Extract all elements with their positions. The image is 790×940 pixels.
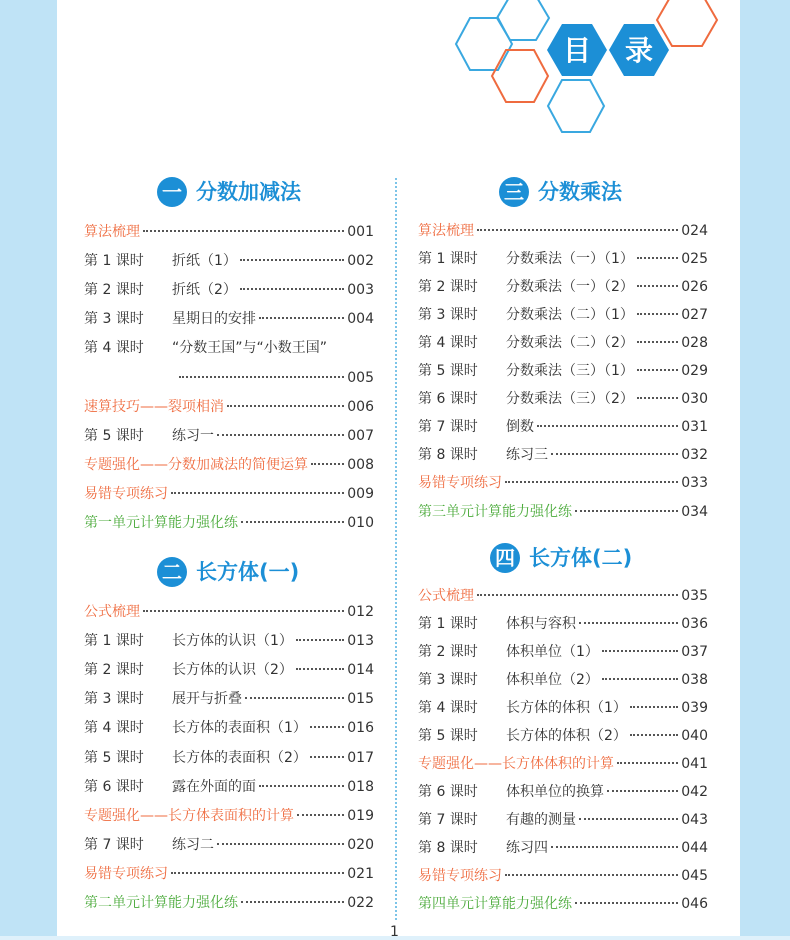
lesson-label: 第 6 课时 (418, 391, 478, 408)
entry-title: 易错专项练习 (84, 865, 168, 882)
entry-title: 体积单位（2） (506, 672, 599, 688)
entry-title: “分数王国”与“小数王国” (172, 340, 328, 357)
toc-entry[interactable] (84, 892, 374, 914)
entry-page-number: 045 (681, 868, 708, 884)
entry-page-number: 001 (347, 224, 374, 240)
toc-entry[interactable] (84, 337, 374, 359)
entry-title: 折纸（2） (172, 282, 237, 299)
entry-page-number: 046 (681, 896, 708, 912)
entry-title: 倒数 (506, 419, 534, 436)
leader-dots (143, 600, 344, 612)
toc-entry[interactable] (418, 304, 708, 326)
entry-title: 第四单元计算能力强化练 (418, 896, 572, 912)
leader-dots (537, 415, 678, 427)
leader-dots (245, 687, 344, 699)
toc-entry[interactable] (84, 659, 374, 681)
lesson-label: 第 5 课时 (418, 363, 478, 380)
entry-page-number: 013 (347, 633, 374, 650)
entry-page-number: 009 (347, 485, 374, 502)
entry-title: 练习三 (506, 447, 548, 464)
unit-title: 长方体(二) (529, 546, 633, 570)
leader-dots (240, 278, 344, 290)
entry-page-number: 015 (347, 691, 374, 708)
entry-title: 速算技巧——裂项相消 (84, 398, 224, 415)
entry-page-number: 017 (347, 749, 374, 766)
toc-entry[interactable] (84, 483, 374, 505)
entry-title: 折纸（1） (172, 253, 237, 270)
leader-dots (296, 629, 344, 641)
unit-title: 长方体(一) (196, 560, 300, 584)
hexagon-outline (456, 18, 512, 70)
leader-dots (310, 746, 344, 758)
entry-title: 长方体的认识（1） (172, 633, 293, 650)
toc-entry[interactable] (418, 248, 708, 270)
entry-title: 第一单元计算能力强化练 (84, 515, 238, 531)
toc-entry[interactable] (418, 332, 708, 354)
toc-entry[interactable] (418, 501, 708, 523)
leader-dots (551, 836, 678, 848)
leader-dots (579, 808, 678, 820)
lesson-label: 第 8 课时 (418, 447, 478, 464)
leader-dots (217, 833, 344, 845)
toc-entry[interactable] (84, 512, 374, 534)
unit-number-badge: 一 (157, 177, 187, 207)
entry-page-number: 028 (681, 335, 708, 352)
lesson-label: 第 5 课时 (418, 728, 478, 744)
entry-page-number: 038 (681, 672, 708, 688)
entry-page-number: 031 (681, 419, 708, 436)
toc-entry[interactable] (418, 585, 708, 607)
toc-entry[interactable] (418, 416, 708, 438)
entry-page-number: 026 (681, 279, 708, 296)
entry-page-number: 040 (681, 728, 708, 744)
toc-entry[interactable] (418, 220, 708, 242)
lesson-label: 第 1 课时 (418, 251, 478, 268)
lesson-label: 第 7 课时 (84, 836, 144, 853)
toc-entry[interactable] (418, 725, 708, 747)
toc-entry[interactable] (84, 279, 374, 301)
entry-page-number: 020 (347, 836, 374, 853)
leader-dots (637, 387, 678, 399)
entry-page-number: 041 (681, 756, 708, 772)
leader-dots (630, 696, 678, 708)
leader-dots (617, 752, 678, 764)
leader-dots (240, 249, 344, 261)
leader-dots (179, 366, 344, 378)
entry-title: 专题强化——长方体表面积的计算 (84, 807, 294, 824)
column-divider (395, 178, 397, 920)
entry-page-number: 024 (681, 223, 708, 239)
entry-title: 长方体的表面积（2） (172, 749, 307, 766)
leader-dots (217, 424, 344, 436)
toc-entry[interactable] (418, 837, 708, 859)
entry-title: 第二单元计算能力强化练 (84, 895, 238, 911)
toc-entry[interactable] (84, 805, 374, 827)
entry-title: 练习四 (506, 840, 548, 856)
entry-title: 算法梳理 (84, 224, 140, 240)
lesson-label: 第 3 课时 (418, 307, 478, 324)
leader-dots (259, 775, 344, 787)
toc-entry[interactable] (84, 863, 374, 885)
toc-entry[interactable] (84, 367, 374, 389)
entry-page-number: 002 (347, 253, 374, 270)
entry-title: 体积单位（1） (506, 644, 599, 660)
entry-title: 体积与容积 (506, 616, 576, 632)
leader-dots (505, 864, 678, 876)
toc-entry[interactable] (84, 747, 374, 769)
lesson-label: 第 5 课时 (84, 427, 144, 444)
entry-title: 分数乘法（三）（2） (506, 391, 634, 408)
lesson-label: 第 4 课时 (84, 340, 144, 357)
leader-dots (630, 724, 678, 736)
entry-page-number: 018 (347, 778, 374, 795)
entry-title: 分数乘法（二）（1） (506, 307, 634, 324)
leader-dots (579, 612, 678, 624)
entry-title: 长方体的体积（1） (506, 700, 627, 716)
title-char-1: 目 (562, 34, 592, 67)
unit-title: 分数乘法 (538, 180, 622, 204)
entry-page-number: 003 (347, 282, 374, 299)
hexagon-decoration (0, 0, 790, 150)
entry-page-number: 039 (681, 700, 708, 716)
entry-title: 练习一 (172, 427, 214, 444)
leader-dots (296, 658, 344, 670)
toc-entry[interactable] (84, 630, 374, 652)
leader-dots (575, 892, 678, 904)
toc-entry[interactable] (84, 308, 374, 330)
unit-header (84, 554, 374, 594)
unit-number-badge: 四 (490, 543, 520, 573)
entry-page-number: 006 (347, 398, 374, 415)
toc-entry[interactable] (418, 360, 708, 382)
toc-entry[interactable] (418, 753, 708, 775)
toc-entry[interactable] (84, 776, 374, 798)
entry-title: 易错专项练习 (418, 475, 502, 492)
entry-page-number: 004 (347, 311, 374, 328)
unit-header (418, 540, 708, 580)
toc-entry[interactable] (418, 865, 708, 887)
page-number: 1 (390, 924, 399, 940)
toc-entry[interactable] (418, 697, 708, 719)
entry-page-number: 034 (681, 503, 708, 520)
toc-entry[interactable] (84, 454, 374, 476)
unit-number-badge: 二 (157, 557, 187, 587)
lesson-label: 第 7 课时 (418, 419, 478, 436)
leader-dots (259, 307, 344, 319)
entry-page-number: 030 (681, 391, 708, 408)
lesson-label: 第 8 课时 (418, 840, 478, 856)
entry-page-number: 043 (681, 812, 708, 828)
entry-title: 星期日的安排 (172, 311, 256, 328)
entry-page-number: 014 (347, 662, 374, 679)
toc-entry[interactable] (84, 250, 374, 272)
unit-header (418, 174, 708, 214)
unit-header (84, 174, 374, 214)
entry-page-number: 027 (681, 307, 708, 324)
entry-page-number: 036 (681, 616, 708, 632)
lesson-label: 第 2 课时 (84, 282, 144, 299)
leader-dots (637, 359, 678, 371)
toc-entry[interactable] (418, 669, 708, 691)
entry-title: 长方体的体积（2） (506, 728, 627, 744)
leader-dots (311, 453, 344, 465)
leader-dots (637, 275, 678, 287)
toc-entry[interactable] (418, 641, 708, 663)
toc-entry[interactable] (84, 688, 374, 710)
entry-title: 算法梳理 (418, 223, 474, 239)
entry-title: 长方体的表面积（1） (172, 720, 307, 737)
entry-title: 公式梳理 (418, 588, 474, 604)
entry-page-number: 035 (681, 588, 708, 604)
entry-page-number: 008 (347, 456, 374, 473)
lesson-label: 第 2 课时 (418, 279, 478, 296)
entry-page-number: 022 (347, 895, 374, 911)
entry-page-number: 032 (681, 447, 708, 464)
toc-entry[interactable] (84, 601, 374, 623)
entry-title: 专题强化——长方体体积的计算 (418, 756, 614, 772)
leader-dots (143, 220, 344, 232)
toc-entry[interactable] (418, 809, 708, 831)
entry-title: 第三单元计算能力强化练 (418, 503, 572, 520)
entry-title: 体积单位的换算 (506, 784, 604, 800)
leader-dots (637, 303, 678, 315)
hexagon-outline (497, 0, 549, 40)
leader-dots (241, 891, 344, 903)
leader-dots (477, 219, 678, 231)
leader-dots (505, 471, 678, 483)
entry-title: 公式梳理 (84, 604, 140, 620)
toc-entry[interactable] (84, 396, 374, 418)
toc-entry[interactable] (84, 834, 374, 856)
lesson-label: 第 1 课时 (84, 633, 144, 650)
leader-dots (637, 331, 678, 343)
toc-entry[interactable] (418, 893, 708, 915)
leader-dots (575, 500, 678, 512)
entry-page-number: 044 (681, 840, 708, 856)
leader-dots (171, 482, 344, 494)
lesson-label: 第 3 课时 (84, 311, 144, 328)
entry-page-number: 010 (347, 515, 374, 531)
toc-entry[interactable] (418, 472, 708, 494)
lesson-label: 第 3 课时 (84, 691, 144, 708)
entry-page-number: 025 (681, 251, 708, 268)
entry-page-number: 016 (347, 720, 374, 737)
hexagon-outline (548, 80, 604, 132)
entry-title: 展开与折叠 (172, 691, 242, 708)
entry-page-number: 033 (681, 475, 708, 492)
leader-dots (551, 443, 678, 455)
unit-title: 分数加减法 (196, 180, 301, 204)
leader-dots (241, 511, 344, 523)
lesson-label: 第 6 课时 (84, 778, 144, 795)
entry-page-number: 007 (347, 427, 374, 444)
hexagon-outline (492, 50, 548, 102)
entry-page-number: 019 (347, 807, 374, 824)
lesson-label: 第 2 课时 (418, 644, 478, 660)
lesson-label: 第 1 课时 (84, 253, 144, 270)
lesson-label: 第 2 课时 (84, 662, 144, 679)
toc-entry[interactable] (418, 781, 708, 803)
lesson-label: 第 1 课时 (418, 616, 478, 632)
toc-entry[interactable] (418, 444, 708, 466)
leader-dots (310, 716, 344, 728)
unit-number-badge: 三 (499, 177, 529, 207)
toc-entry[interactable] (418, 276, 708, 298)
entry-title: 分数乘法（二）（2） (506, 335, 634, 352)
entry-page-number: 029 (681, 363, 708, 380)
entry-page-number: 005 (347, 369, 374, 386)
leader-dots (607, 780, 678, 792)
lesson-label: 第 4 课时 (418, 335, 478, 352)
lesson-label: 第 4 课时 (418, 700, 478, 716)
entry-title: 长方体的认识（2） (172, 662, 293, 679)
entry-title: 露在外面的面 (172, 778, 256, 795)
toc-entry[interactable] (418, 613, 708, 635)
entry-page-number: 042 (681, 784, 708, 800)
entry-title: 分数乘法（三）（1） (506, 363, 634, 380)
entry-page-number: 021 (347, 865, 374, 882)
entry-title: 易错专项练习 (84, 485, 168, 502)
toc-entry[interactable] (418, 388, 708, 410)
lesson-label: 第 5 课时 (84, 749, 144, 766)
hexagon-outline (657, 0, 717, 46)
lesson-label: 第 4 课时 (84, 720, 144, 737)
leader-dots (637, 247, 678, 259)
lesson-label: 第 7 课时 (418, 812, 478, 828)
title-char-2: 录 (624, 34, 654, 67)
leader-dots (227, 395, 344, 407)
lesson-label: 第 6 课时 (418, 784, 478, 800)
toc-entry[interactable] (84, 425, 374, 447)
entry-title: 练习二 (172, 836, 214, 853)
entry-title: 有趣的测量 (506, 812, 576, 828)
leader-dots (602, 640, 678, 652)
entry-title: 易错专项练习 (418, 868, 502, 884)
entry-title: 专题强化——分数加减法的简便运算 (84, 456, 308, 473)
lesson-label: 第 3 课时 (418, 672, 478, 688)
toc-entry[interactable] (84, 221, 374, 243)
leader-dots (602, 668, 678, 680)
leader-dots (297, 804, 344, 816)
entry-page-number: 012 (347, 604, 374, 620)
entry-page-number: 037 (681, 644, 708, 660)
leader-dots (171, 862, 344, 874)
toc-entry[interactable] (84, 717, 374, 739)
leader-dots (477, 584, 678, 596)
entry-title: 分数乘法（一）（2） (506, 279, 634, 296)
entry-title: 分数乘法（一）（1） (506, 251, 634, 268)
